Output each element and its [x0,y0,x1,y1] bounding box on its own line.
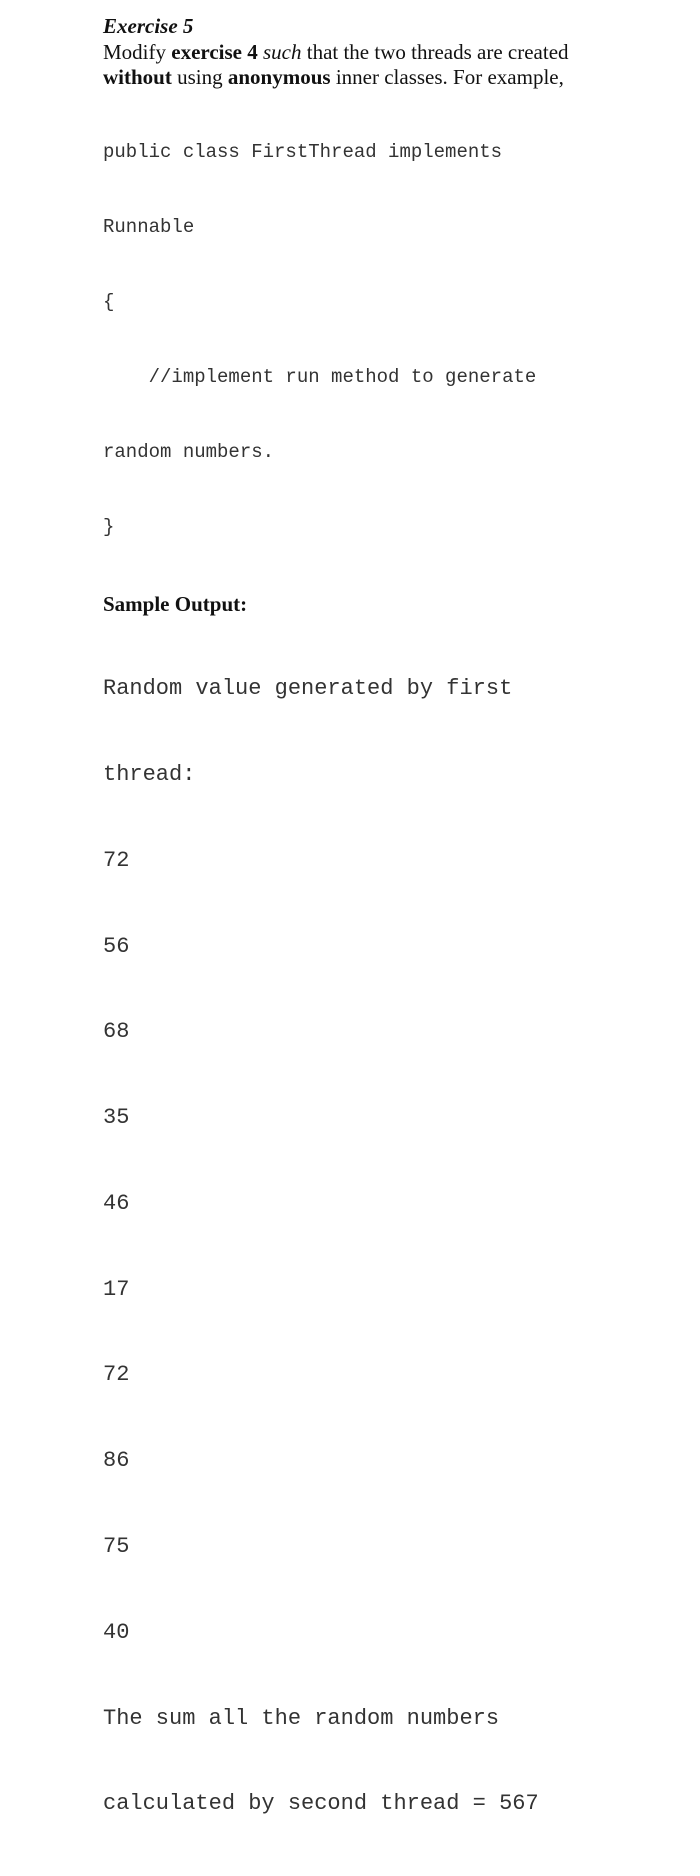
output-sum-line: The sum all the random numbers [103,1705,500,1731]
code-snippet [103,90,663,590]
code-line: { [103,291,115,313]
instruction-text-4: inner classes. For example, [330,65,564,89]
code-line: public class FirstThread implements [103,141,503,163]
output-value: 56 [103,933,130,959]
instruction-line-1 [103,40,663,65]
output-header-line: Random value generated by first [103,676,513,702]
instruction-bold-anonymous: anonymous [227,65,331,89]
code-line: Runnable [103,216,195,238]
output-value: 72 [103,1362,130,1388]
output-value: 75 [103,1534,130,1559]
instruction-bold-exercise: exercise 4 [171,40,258,64]
exercise-document [103,14,663,1876]
output-value: 68 [103,1019,130,1045]
output-header-line: thread: [103,761,196,787]
instruction-bold-without: without [103,65,172,89]
code-line: //implement run method to generate [103,366,537,388]
instruction-italic-such: such [262,40,302,64]
output-value: 35 [103,1105,130,1131]
instruction-text-3: using [171,65,228,89]
exercise-instruction [103,40,663,90]
code-line: } [103,516,115,538]
exercise-title: Exercise 5 [103,14,194,38]
instruction-text-2: that the two threads are created [301,40,569,64]
sample-output [103,618,663,1876]
output-sum-line: calculated by second thread = 567 [103,1791,539,1817]
instruction-line-2 [103,65,663,90]
output-value: 17 [103,1276,130,1302]
code-line: random numbers. [103,441,275,463]
output-value: 86 [103,1448,130,1474]
output-value: 40 [103,1619,130,1645]
sample-output-label: Sample Output: [103,592,248,616]
instruction-text-1: Modify [103,40,172,64]
output-value: 72 [103,847,130,873]
output-value: 46 [103,1190,130,1216]
